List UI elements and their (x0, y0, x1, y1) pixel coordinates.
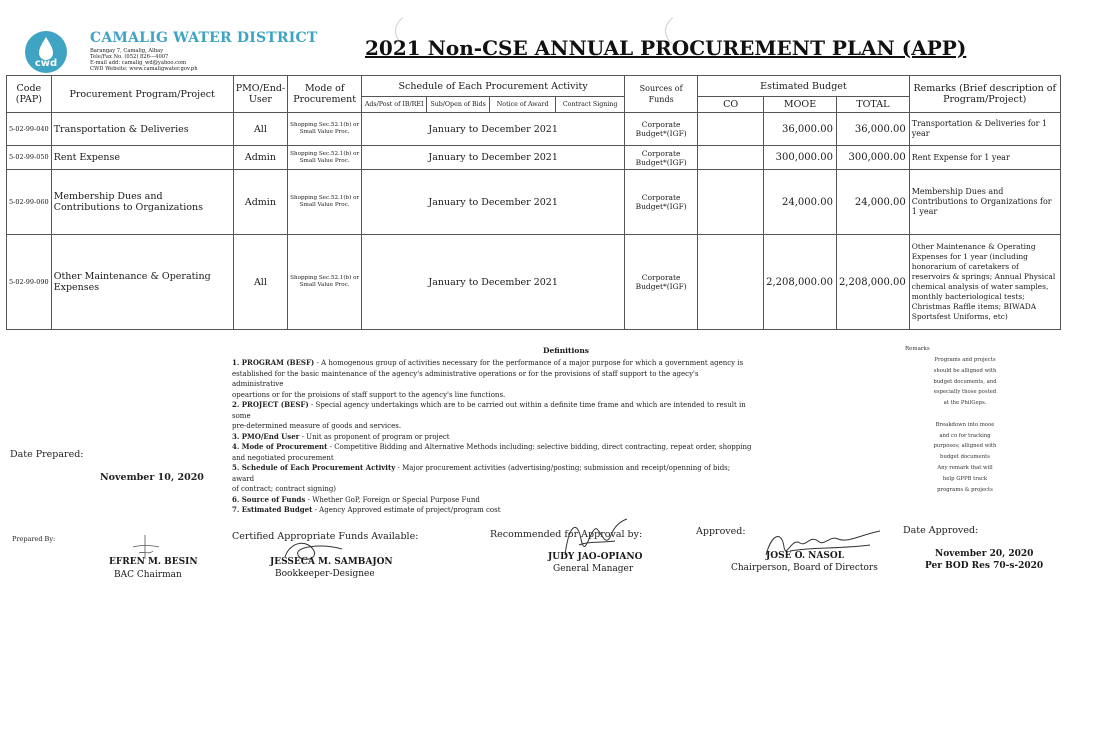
side-remark-line: programs & projects (937, 486, 993, 493)
definition-line (232, 432, 752, 443)
approved-label: Approved: (696, 526, 746, 537)
row-program: Rent Expense (51, 146, 233, 170)
side-remark-line: Breakdown into mooe (935, 421, 995, 428)
bod-resolution: Per BOD Res 70-s-2020 (925, 561, 1044, 571)
definition-line (232, 453, 752, 464)
row-schedule: January to December 2021 (362, 146, 625, 170)
row-mode: Shopping Sec.52.1(b) or Small Value Proc. (288, 170, 362, 235)
definition-term: 3. PMO/End User (232, 431, 300, 441)
row-pmo: All (233, 235, 287, 330)
header-co: CO (698, 97, 764, 113)
approved-role: Chairperson, Board of Directors (731, 563, 878, 573)
definition-line (232, 484, 752, 495)
header-contract: Contract Signing (556, 97, 625, 113)
header-mooe: MOOE (764, 97, 837, 113)
definitions-list (232, 358, 752, 516)
side-remarks-notes (900, 355, 1030, 495)
row-total: 24,000.00 (836, 170, 909, 235)
definition-text: pre-determined measure of goods and services. (232, 422, 402, 430)
definition-text: - Competitive Bidding and Alternative Methods including: selective bidding, direct contracting, repeat order, shopping (327, 443, 752, 451)
definition-term: 5. Schedule of Each Procurement Activity (232, 463, 396, 472)
definition-text: - Agency Approved estimate of project/program cost (312, 506, 501, 514)
definition-text: of contract; contract signing) (232, 485, 337, 493)
row-mooe: 300,000.00 (764, 146, 837, 170)
prepared-by-role: BAC Chairman (114, 570, 182, 580)
row-co (698, 146, 764, 170)
definition-term: 6. Source of Funds (232, 494, 306, 504)
row-total: 36,000.00 (836, 113, 909, 146)
approved-name: JOSE O. NASOL (766, 551, 845, 561)
side-remark-line: should be alligned with (933, 367, 997, 374)
row-co (698, 235, 764, 330)
row-program: Membership Dues and Contributions to Organizations (51, 170, 233, 235)
header-pmo: PMO/End-User (233, 76, 287, 113)
certified-name: JESSECA M. SAMBAJON (270, 557, 393, 567)
row-code: 5-02-99-090 (7, 235, 52, 330)
side-remark-line: and co for tracking (939, 432, 991, 439)
row-sources: Corporate Budget*(IGF) (625, 113, 698, 146)
date-prepared-value: November 10, 2020 (100, 472, 204, 483)
row-sources: Corporate Budget*(IGF) (625, 146, 698, 170)
header-sub: Sub/Open of Bids (427, 97, 490, 113)
row-pmo: All (233, 113, 287, 146)
prepared-by-label: Prepared By: (12, 535, 56, 543)
row-code: 5-02-99-060 (7, 170, 52, 235)
header-budget: Estimated Budget (698, 76, 910, 97)
definition-line (232, 390, 752, 401)
definition-term: 1. PROGRAM (BESF) (232, 358, 315, 367)
org-email: E-mail add: camalig_wd@yahoo.com (90, 60, 187, 66)
definition-line (232, 400, 752, 421)
row-sources: Corporate Budget*(IGF) (625, 170, 698, 235)
recommended-role: General Manager (553, 564, 634, 574)
header-program: Procurement Program/Project (51, 76, 233, 113)
table-row (7, 113, 1061, 146)
side-remark-line: help GPPB track (942, 475, 988, 482)
header-code: Code (PAP) (7, 76, 52, 113)
definition-term: 2. PROJECT (BESF) (232, 400, 309, 409)
table-row (7, 146, 1061, 170)
definition-text: - Whether GoP, Foreign or Special Purpose Fund (305, 495, 480, 504)
date-approved-value: November 20, 2020 (935, 549, 1034, 559)
row-code: 5-02-99-040 (7, 113, 52, 146)
definition-line (232, 495, 752, 506)
side-remarks-heading: Remarks (905, 346, 930, 352)
header-ads: Ads/Post of IB/REI (362, 97, 427, 113)
org-website: CWD Website: www.camaligwater.gov.ph (90, 66, 198, 72)
side-remark-line: at the PhilGeps. (943, 400, 987, 407)
side-remark-line: budget documents, and (933, 378, 997, 385)
row-schedule: January to December 2021 (362, 235, 625, 330)
certified-role: Bookkeeper-Designee (275, 569, 375, 579)
row-sources: Corporate Budget*(IGF) (625, 235, 698, 330)
date-prepared-label: Date Prepared: (10, 449, 84, 460)
prepared-by-name: EFREN M. BESIN (109, 557, 198, 567)
recommended-label: Recommended for Approval by: (490, 529, 643, 540)
svg-text:cwd: cwd (34, 58, 58, 69)
side-remark-line (900, 409, 1030, 420)
org-name: CAMALIG WATER DISTRICT (90, 30, 318, 46)
side-remark-line: purposes; alligned with (933, 443, 997, 450)
definition-line (232, 505, 752, 516)
header-remarks: Remarks (Brief description of Program/Project) (909, 76, 1060, 113)
definition-line (232, 421, 752, 432)
header-mode: Mode of Procurement (288, 76, 362, 113)
row-remarks: Membership Dues and Contributions to Organizations for 1 year (909, 170, 1060, 235)
definition-line (232, 369, 752, 390)
definition-text: - Unit as proponent of program or project (299, 432, 450, 441)
definition-text: - A homogenous group of activities necessary for the performance of a major purpose for which a government agency is (314, 359, 744, 367)
recommended-name: JUDY JAO-OPIANO (548, 552, 643, 562)
row-mode: Shopping Sec.52.1(b) or Small Value Proc. (288, 146, 362, 170)
row-mode: Shopping Sec.52.1(b) or Small Value Proc. (288, 235, 362, 330)
definition-term: 4. Mode of Procurement (232, 442, 328, 451)
row-remarks: Rent Expense for 1 year (909, 146, 1060, 170)
row-total: 300,000.00 (836, 146, 909, 170)
row-program: Other Maintenance & Operating Expenses (51, 235, 233, 330)
row-mooe: 2,208,000.00 (764, 235, 837, 330)
row-code: 5-02-99-050 (7, 146, 52, 170)
side-remark-line: budget documents (940, 454, 990, 461)
header-schedule: Schedule of Each Procurement Activity (362, 76, 625, 97)
row-mode: Shopping Sec.52.1(b) or Small Value Proc. (288, 113, 362, 146)
date-approved-label: Date Approved: (903, 525, 979, 536)
row-total: 2,208,000.00 (836, 235, 909, 330)
row-co (698, 170, 764, 235)
side-remark-line: Any remark that will (937, 464, 993, 471)
definitions-title: Definitions (543, 346, 590, 355)
table-row (7, 235, 1061, 330)
certified-label: Certified Appropriate Funds Available: (232, 531, 419, 542)
org-telfax: Tele/Fax No. (052) 826---4007 (90, 54, 169, 60)
definition-text: - Special agency undertakings which are to be carried out within a definite time frame and which are intended to result in some (232, 401, 746, 420)
header-sources: Sources of Funds (625, 76, 698, 113)
row-program: Transportation & Deliveries (51, 113, 233, 146)
camalig-water-district-logo (24, 30, 68, 74)
definition-term: 7. Estimated Budget (232, 505, 313, 514)
side-remark-line: Programs and projects (934, 357, 996, 363)
row-pmo: Admin (233, 170, 287, 235)
header-total: TOTAL (836, 97, 909, 113)
row-schedule: January to December 2021 (362, 113, 625, 146)
row-pmo: Admin (233, 146, 287, 170)
definition-text: - Major procurement activities (advertising/posting; submission and receipt/openning of bids; award (232, 464, 731, 483)
table-row (7, 170, 1061, 235)
definition-line (232, 358, 752, 369)
row-mooe: 24,000.00 (764, 170, 837, 235)
org-address: Barangay 7, Camalig, Albay (90, 48, 164, 54)
definition-line (232, 442, 752, 453)
definition-line (232, 463, 752, 484)
definition-text: and negotiated procurement (232, 453, 334, 462)
row-schedule: January to December 2021 (362, 170, 625, 235)
header-notice: Notice of Award (490, 97, 556, 113)
definition-text: opeartions or for the proisions of staff support to the agency's line functions. (232, 390, 506, 399)
row-remarks: Transportation & Deliveries for 1 year (909, 113, 1060, 146)
document-title: 2021 Non-CSE ANNUAL PROCUREMENT PLAN (APP) (365, 36, 967, 60)
side-remark-line: especially those posted (933, 389, 997, 396)
definition-text: established for the basic maintenance of the agency's administrative operations or for the provisions of staff support to the agecy's administrative (232, 369, 699, 388)
row-co (698, 113, 764, 146)
row-mooe: 36,000.00 (764, 113, 837, 146)
procurement-plan-table (6, 75, 1061, 330)
row-remarks: Other Maintenance & Operating Expenses for 1 year (including honorarium of caretakers of reservoirs & springs; Annual Physical chemical analysis of water samples, monthly bacteriological tests; Christmas Raffle items; BIWADA Sportsfest Uniforms, etc) (909, 235, 1060, 330)
table-header-row (7, 76, 1061, 97)
